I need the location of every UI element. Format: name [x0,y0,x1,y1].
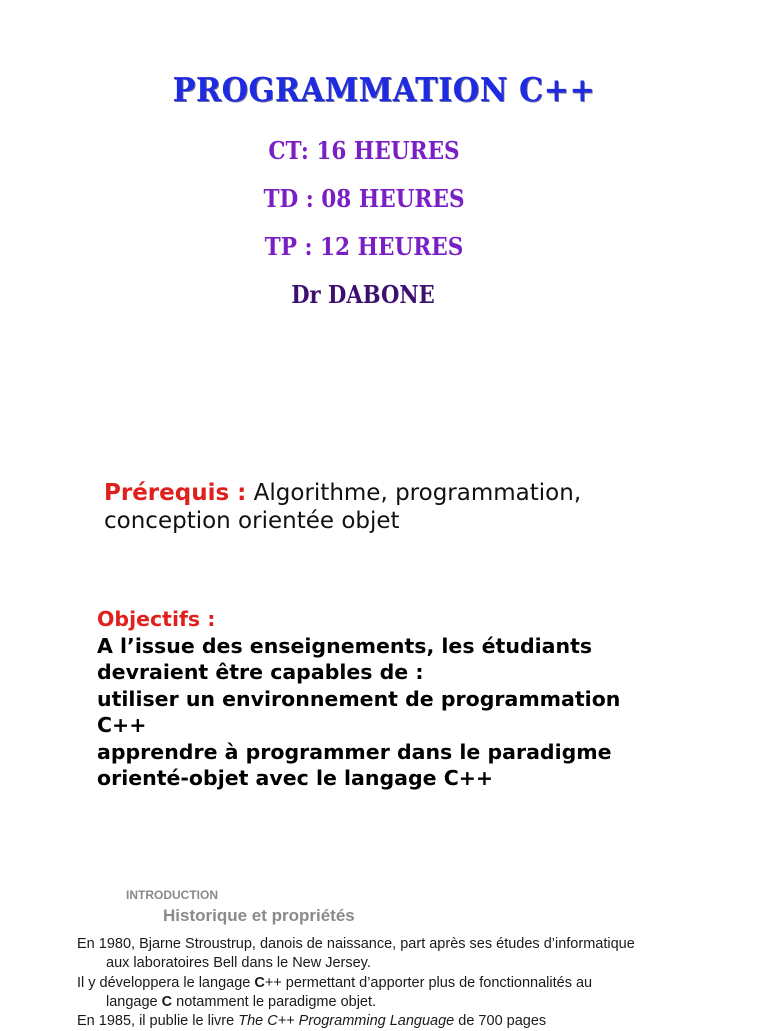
book-title: The C++ Programming Language [238,1013,455,1029]
objectives-line: orienté-objet avec le langage C++ [97,766,494,790]
paragraph-2-bold: C [254,975,265,991]
paragraph-2-bold: C [161,994,173,1010]
paragraph-2-text: notamment le paradigme objet. [172,994,377,1010]
paragraph-3-text: En 1985, il publie le livre [77,1013,239,1029]
objectives-line: C++ [97,713,147,737]
paragraph-2-text: ++ permettant d’apporter plus de fonctionnalités au [264,975,593,991]
prerequisites-text-1: Algorithme, programmation, [246,480,582,506]
introduction-heading: INTRODUCTION [126,888,218,902]
prerequisites-text-2: conception orientée objet [104,508,400,534]
history-subheading: Historique et propriétés [163,906,355,925]
hours-td: TD : 08 HEURES [263,184,465,213]
hours-ct: CT: 16 HEURES [268,136,460,165]
objectives-line: utiliser un environnement de programmation [97,686,621,711]
paragraph-2-text: Il y développera le langage [77,975,255,991]
paragraph-3 [77,1012,727,1031]
paragraph-1-line-2: aux laboratoires Bell dans le New Jersey. [106,955,371,971]
paragraph-2-line-1 [77,975,592,991]
prerequisites-label: Prérequis : [104,480,247,506]
paragraph-2-text: langage [106,994,162,1010]
objectives-line: devraient être capables de : [97,660,424,684]
paragraph-3-text: de 700 pages [454,1013,547,1029]
paragraph-2-line-2 [77,993,727,1012]
objectives-section [97,606,697,792]
objectives-line: A l’issue des enseignements, les étudiants [97,633,593,658]
hours-tp: TP : 12 HEURES [264,232,464,261]
prerequisites-section [104,479,704,535]
paragraph-1-line-1: En 1980, Bjarne Stroustrup, danois de naissance, part après ses études d’informatique [77,936,635,952]
objectives-line: apprendre à programmer dans le paradigme [97,739,612,764]
objectives-label: Objectifs : [97,607,216,631]
author: Dr DABONE [291,280,435,309]
paragraph-1 [77,935,727,973]
page-title: PROGRAMMATION C++ [172,70,596,109]
paragraph-2 [77,974,727,1012]
